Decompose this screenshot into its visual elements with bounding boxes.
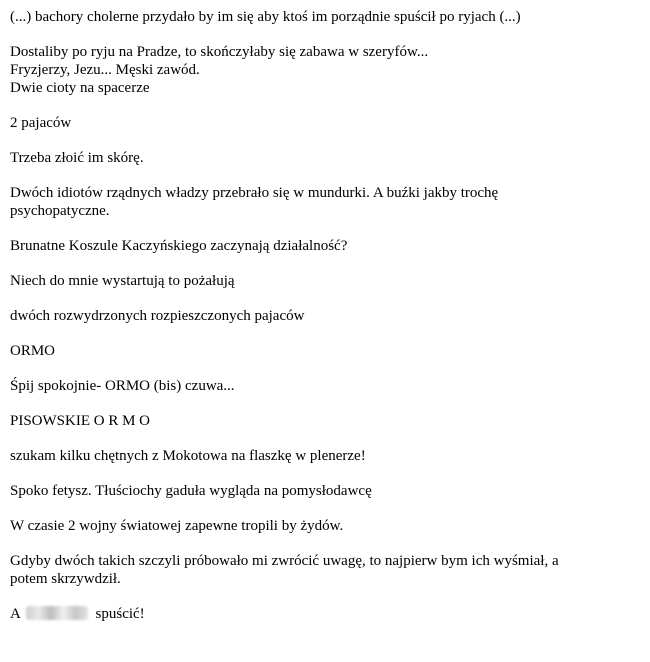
comment-line: Dwóch idiotów rządnych władzy przebrało się w mundurki. A buźki jakby trochę bbox=[10, 185, 499, 201]
comments-document bbox=[10, 8, 610, 640]
comment-line: 2 pajaców bbox=[10, 115, 72, 131]
comment-2 bbox=[10, 43, 610, 97]
comment-line: Dostaliby po ryju na Pradze, to skończyłaby się zabawa w szeryfów... bbox=[10, 44, 429, 60]
comment-line: szukam kilku chętnych z Mokotowa na flaszkę w plenerze! bbox=[10, 448, 366, 464]
comment-10 bbox=[10, 377, 610, 395]
comment-line: Brunatne Koszule Kaczyńskiego zaczynają działalność? bbox=[10, 238, 348, 254]
comment-1 bbox=[10, 8, 610, 26]
comment-15 bbox=[10, 552, 610, 588]
comment-line: potem skrzywdził. bbox=[10, 571, 121, 587]
comment-line: Spoko fetysz. Tłuściochy gaduła wygląda na pomysłodawcę bbox=[10, 483, 372, 499]
comment-line: W czasie 2 wojny światowej zapewne tropili by żydów. bbox=[10, 518, 344, 534]
comment-line: PISOWSKIE O R M O bbox=[10, 413, 151, 429]
comment-9 bbox=[10, 342, 610, 360]
last-comment-prefix: A bbox=[10, 606, 21, 622]
comment-6 bbox=[10, 237, 610, 255]
comment-line: Gdyby dwóch takich szczyli próbowało mi zwrócić uwagę, to najpierw bym ich wyśmiał, a bbox=[10, 553, 559, 569]
comment-line-redacted bbox=[10, 605, 610, 623]
comment-4 bbox=[10, 149, 610, 167]
redacted-blur bbox=[26, 606, 88, 620]
comment-line: Trzeba złoić im skórę. bbox=[10, 150, 144, 166]
comment-line: psychopatyczne. bbox=[10, 203, 110, 219]
comment-line: ORMO bbox=[10, 343, 56, 359]
comment-3 bbox=[10, 114, 610, 132]
comment-7 bbox=[10, 272, 610, 290]
comment-line: Śpij spokojnie- ORMO (bis) czuwa... bbox=[10, 378, 235, 394]
comment-8 bbox=[10, 307, 610, 325]
last-comment-suffix: spuścić! bbox=[95, 606, 145, 622]
comment-12 bbox=[10, 447, 610, 465]
comment-line: Fryzjerzy, Jezu... Męski zawód. bbox=[10, 62, 200, 78]
comment-14 bbox=[10, 517, 610, 535]
comment-5 bbox=[10, 184, 610, 220]
comment-line: Niech do mnie wystartują to pożałują bbox=[10, 273, 235, 289]
comment-11 bbox=[10, 412, 610, 430]
comment-line: Dwie cioty na spacerze bbox=[10, 80, 150, 96]
comment-13 bbox=[10, 482, 610, 500]
comment-line: dwóch rozwydrzonych rozpieszczonych pajaców bbox=[10, 308, 305, 324]
comment-line: (...) bachory cholerne przydało by im się aby ktoś im porządnie spuścił po ryjach (...) bbox=[10, 9, 521, 25]
comment-16 bbox=[10, 605, 610, 623]
